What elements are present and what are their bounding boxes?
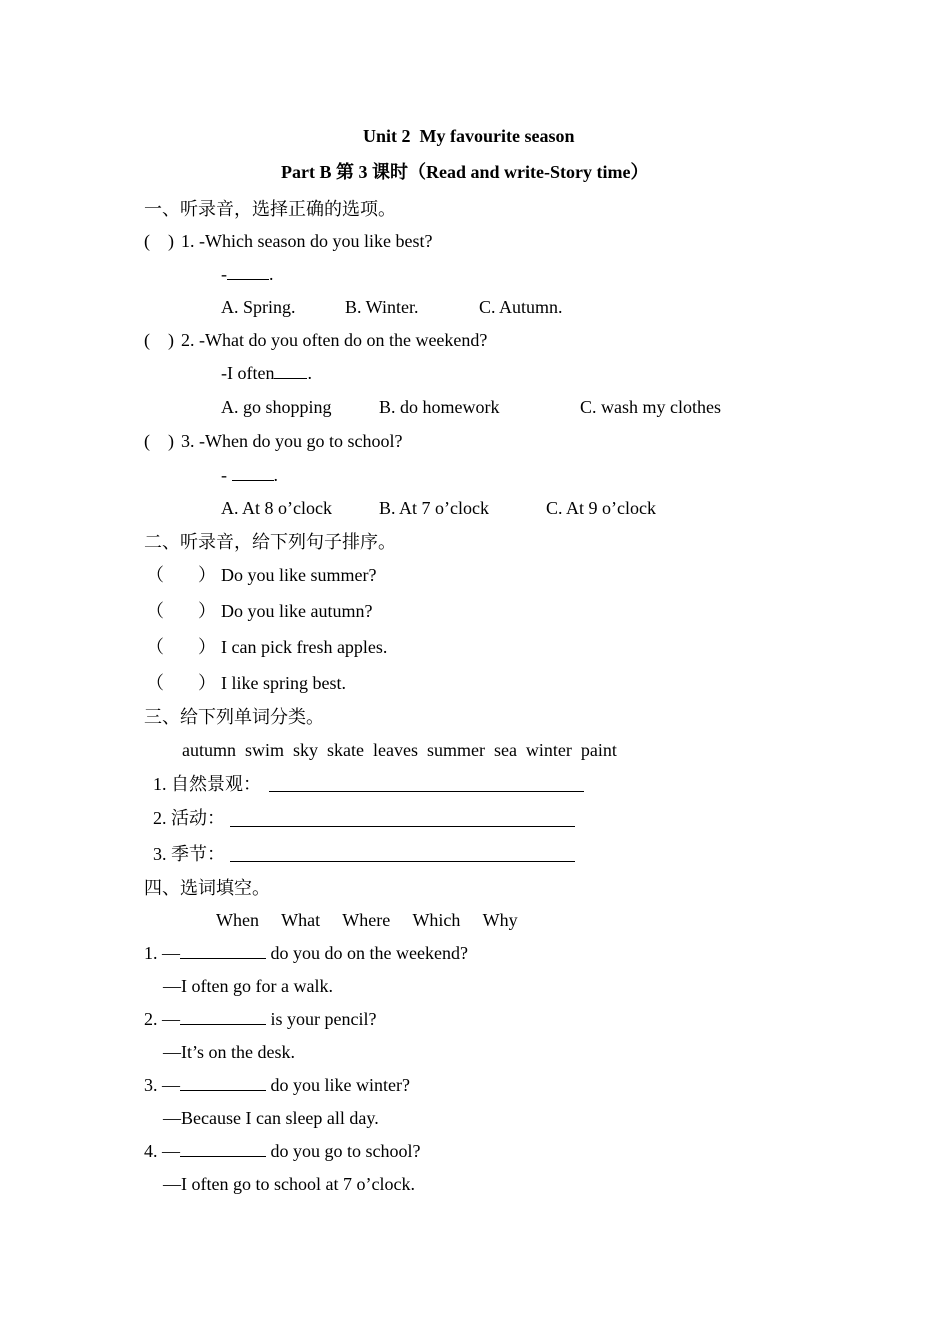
category-season-blank[interactable]: [230, 861, 575, 862]
q3-blank[interactable]: [232, 464, 274, 481]
q2-option-c: C. wash my clothes: [580, 397, 721, 417]
order-item: [146, 636, 164, 658]
fill-answer: —I often go to school at 7 o’clock.: [163, 1174, 415, 1194]
fill-blank[interactable]: [180, 1074, 266, 1091]
order-paren-close: ）: [198, 637, 216, 657]
fill-answer: —Because I can sleep all day.: [163, 1108, 379, 1128]
q2-question: 2. -What do you often do on the weekend?: [181, 330, 488, 350]
category-activity-label: 2. 活动：: [153, 808, 225, 828]
q1-answer-paren[interactable]: ( ): [144, 231, 174, 251]
section1-heading: 一、听录音，选择正确的选项。: [144, 199, 396, 219]
q1-option-b: B. Winter.: [345, 297, 419, 317]
q2-option-a: A. go shopping: [221, 397, 332, 417]
order-item: [146, 564, 164, 586]
category-nature-label: 1. 自然景观：: [153, 774, 261, 794]
q2-answer-paren[interactable]: ( ): [144, 330, 174, 350]
q2-option-b: B. do homework: [379, 397, 500, 417]
fill-answer: —I often go for a walk.: [163, 976, 333, 996]
word-bank: autumn swim sky skate leaves summer sea winter paint: [182, 740, 617, 760]
order-paren-open[interactable]: （: [146, 565, 164, 585]
category-activity-blank[interactable]: [230, 826, 575, 827]
section4-heading: 四、选词填空。: [144, 878, 270, 898]
fill-question: 4. — do you go to school?: [144, 1141, 421, 1161]
fill-blank[interactable]: [180, 1140, 266, 1157]
q1-question: 1. -Which season do you like best?: [181, 231, 433, 251]
order-item: [146, 600, 164, 622]
fill-blank[interactable]: [180, 1008, 266, 1025]
q3-question: 3. -When do you go to school?: [181, 431, 403, 451]
fill-question: 1. — do you do on the weekend?: [144, 943, 468, 963]
q3-answer-line: - .: [221, 465, 278, 485]
order-paren-close: ）: [198, 601, 216, 621]
order-sentence: I can pick fresh apples.: [221, 637, 388, 657]
section3-heading: 三、给下列单词分类。: [144, 707, 324, 727]
q1-answer-line: - .: [221, 264, 274, 284]
order-sentence: I like spring best.: [221, 673, 346, 693]
page-subtitle: Part B 第 3 课时（Read and write-Story time）: [281, 162, 649, 182]
page-title: Unit 2 My favourite season: [363, 126, 575, 146]
q2-blank[interactable]: [274, 362, 307, 379]
order-paren-close: ）: [198, 673, 216, 693]
fill-blank[interactable]: [180, 942, 266, 959]
fill-question: 2. — is your pencil?: [144, 1009, 377, 1029]
order-sentence: Do you like summer?: [221, 565, 377, 585]
category-nature-blank[interactable]: [269, 791, 584, 792]
order-paren-open[interactable]: （: [146, 637, 164, 657]
q1-option-a: A. Spring.: [221, 297, 296, 317]
section2-heading: 二、听录音，给下列句子排序。: [144, 532, 396, 552]
order-paren-open[interactable]: （: [146, 601, 164, 621]
fill-answer: —It’s on the desk.: [163, 1042, 295, 1062]
choice-words: When What Where Which Why: [216, 910, 518, 930]
order-item: [146, 672, 164, 694]
q3-option-c: C. At 9 o’clock: [546, 498, 656, 518]
fill-question: 3. — do you like winter?: [144, 1075, 410, 1095]
order-sentence: Do you like autumn?: [221, 601, 373, 621]
q2-answer-line: -I often .: [221, 363, 312, 383]
q3-option-b: B. At 7 o’clock: [379, 498, 489, 518]
category-season-label: 3. 季节：: [153, 844, 225, 864]
order-paren-open[interactable]: （: [146, 673, 164, 693]
q1-option-c: C. Autumn.: [479, 297, 563, 317]
q3-option-a: A. At 8 o’clock: [221, 498, 332, 518]
order-paren-close: ）: [198, 565, 216, 585]
q1-blank[interactable]: [227, 263, 269, 280]
q3-answer-paren[interactable]: ( ): [144, 431, 174, 451]
